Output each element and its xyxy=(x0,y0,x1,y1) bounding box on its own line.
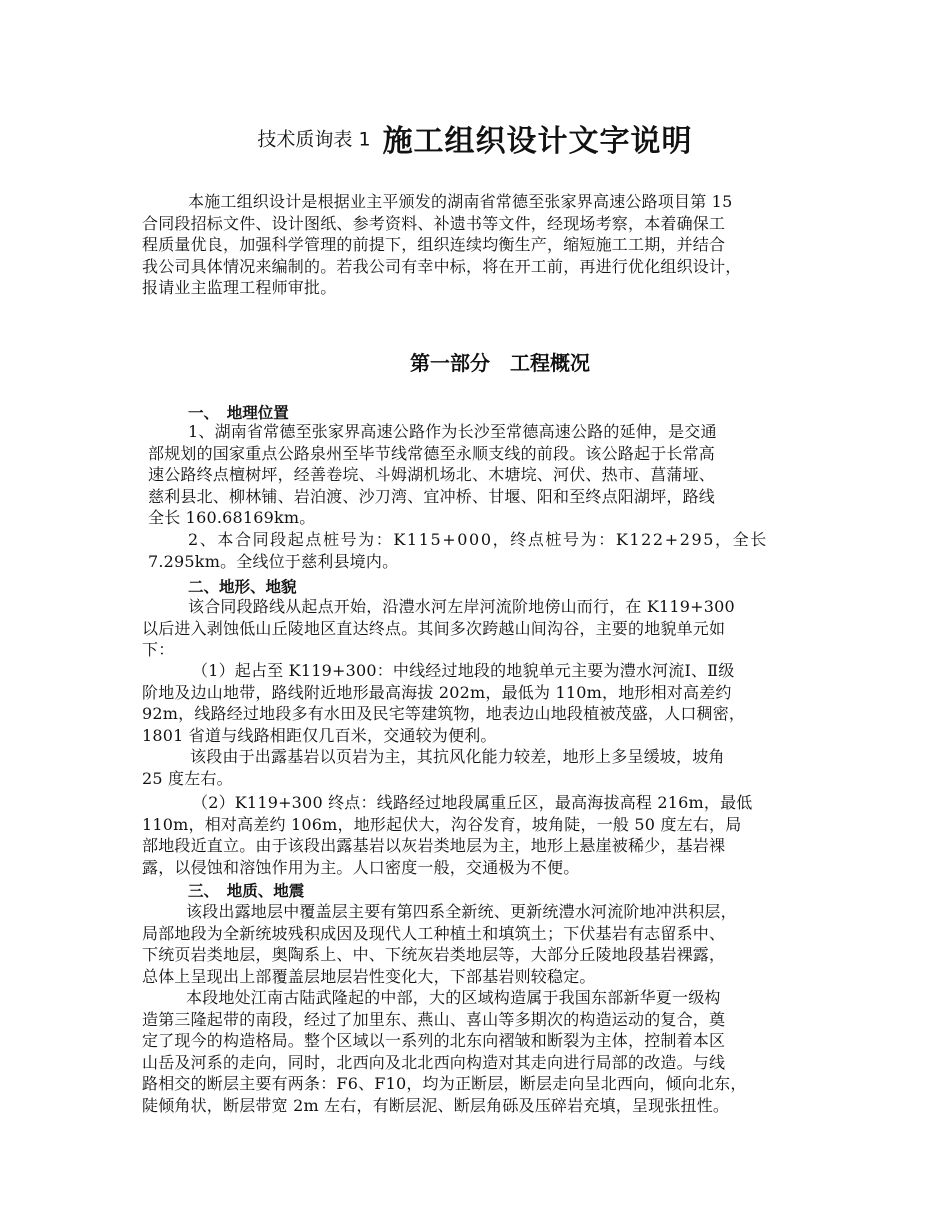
text-line: （1）起占至 K119+300：中线经过地段的地貌单元主要为澧水河流Ⅰ、Ⅱ级 xyxy=(192,661,735,680)
text-line: 2、本合同段起点桩号为：K115+000，终点桩号为：K122+295，全长 xyxy=(188,530,768,549)
text-line: 总体上呈现出上部覆盖层地层岩性变化大，下部基岩则较稳定。 xyxy=(142,966,596,986)
text-line: 110m，相对高差约 106m，地形起伏大，沟谷发育，坡角陡，一般 50 度左右，局 xyxy=(142,814,742,834)
terrain-paragraph-4 xyxy=(142,792,753,878)
text-line: 合同段招标文件、设计图纸、参考资料、补遗书等文件，经现场考察，本着确保工 xyxy=(142,213,726,233)
intro-paragraph xyxy=(142,191,741,299)
title-main: 施工组织设计文字说明 xyxy=(382,124,693,159)
terrain-paragraph-3 xyxy=(142,746,725,789)
text-line: 部地段近直立。由于该段出露基岩以灰岩类地层为主，地形上悬崖被稀少，基岩裸 xyxy=(142,836,726,855)
text-line: 25 度左右。 xyxy=(142,768,233,788)
text-line: 局部地段为全新统坡残积成因及现代人工种植土和填筑土；下伏基岩有志留系中、 xyxy=(142,923,726,943)
text-line: 该合同段路线从起点开始，沿澧水河左岸河流阶地傍山而行，在 K119+300 xyxy=(188,597,735,616)
part1-title: 第一部分 工程概况 xyxy=(410,351,590,375)
text-line: 报请业主监理工程师审批。 xyxy=(142,278,337,297)
text-line: 本段地处江南古陆武隆起的中部，大的区域构造属于我国东部新华夏一级构 xyxy=(186,988,721,1007)
geology-paragraph-1 xyxy=(142,901,737,987)
text-line: 慈利县北、柳林铺、岩泊渡、沙刀湾、宜冲桥、甘堰、阳和至终点阳湖坪，路线 xyxy=(148,486,716,506)
text-line: 我公司具体情况来编制的。若我公司有幸中标，将在开工前，再进行优化组织设计， xyxy=(142,256,742,276)
text-line: 露，以侵蚀和溶蚀作用为主。人口密度一般，交通极为不便。 xyxy=(142,857,580,877)
text-line: （2）K119+300 终点：线路经过地段属重丘区，最高海拔高程 216m，最低 xyxy=(192,793,753,812)
text-line: 下统页岩类地层，奥陶系上、中、下统灰岩类地层等，大部分丘陵地段基岩裸露， xyxy=(142,945,726,964)
text-line: 1801 省道与线路相距仅几百米，交通较为便利。 xyxy=(142,725,497,745)
text-line: 速公路终点檀树坪，经善卷垸、斗姆湖机场北、木塘垸、河伏、热市、菖蒲垭、 xyxy=(148,465,716,484)
text-line: 部规划的国家重点公路泉州至毕节线常德至永顺支线的前段。该公路起于长常高 xyxy=(148,443,716,463)
text-line: 程质量优良，加强科学管理的前提下，组织连续均衡生产，缩短施工工期，并结合 xyxy=(142,235,726,254)
location-paragraph-2 xyxy=(148,529,768,572)
text-line: 92m，线路经过地段多有水田及民宅等建筑物，地表边山地段植被茂盛，人口稠密， xyxy=(142,704,746,723)
text-line: 路相交的断层主要有两条：F6、F10，均为正断层，断层走向呈北西向，倾向北东， xyxy=(142,1074,747,1093)
text-line: 7.295km。全线位于慈利县境内。 xyxy=(148,551,399,571)
title-prefix: 技术质询表 1 xyxy=(257,128,371,151)
location-paragraph-1 xyxy=(148,421,717,529)
text-line: 下： xyxy=(142,640,175,659)
text-line: 该段由于出露基岩以页岩为主，其抗风化能力较差，地形上多呈缓坡，坡角 xyxy=(190,747,725,766)
terrain-paragraph-1 xyxy=(142,596,735,661)
text-line: 山岳及河系的走向，同时，北西向及北北西向构造对其走向进行局部的改造。与线 xyxy=(142,1052,726,1072)
geology-paragraph-2 xyxy=(142,987,747,1116)
section-heading-geology: 三、 地质、地震 xyxy=(188,882,305,900)
text-line: 造第三隆起带的南段，经过了加里东、燕山、喜山等多期次的构造运动的复合，奠 xyxy=(142,1009,726,1029)
text-line: 1、湖南省常德至张家界高速公路作为长沙至常德高速公路的延伸，是交通 xyxy=(188,422,717,441)
text-line: 阶地及边山地带，路线附近地形最高海拔 202m，最低为 110m，地形相对高差约 xyxy=(142,682,732,702)
section-heading-location: 一、 地理位置 xyxy=(188,404,289,422)
text-line: 本施工组织设计是根据业主平颁发的湖南省常德至张家界高速公路项目第 15 xyxy=(188,192,733,211)
text-line: 以后进入剥蚀低山丘陵地区直达终点。其间多次跨越山间沟谷，主要的地貌单元如 xyxy=(142,618,726,638)
section-heading-terrain: 二、地形、地貌 xyxy=(188,578,297,596)
text-line: 全长 160.68169km。 xyxy=(148,508,316,527)
document-title xyxy=(0,116,950,160)
text-line: 陡倾角状，断层带宽 2m 左右，有断层泥、断层角砾及压碎岩充填，呈现张扭性。 xyxy=(142,1095,730,1115)
text-line: 该段出露地层中覆盖层主要有第四系全新统、更新统澧水河流阶地冲洪积层， xyxy=(186,902,737,921)
text-line: 定了现今的构造格局。整个区域以一系列的北东向褶皱和断裂为主体，控制着本区 xyxy=(142,1031,726,1050)
terrain-paragraph-2 xyxy=(142,660,745,746)
